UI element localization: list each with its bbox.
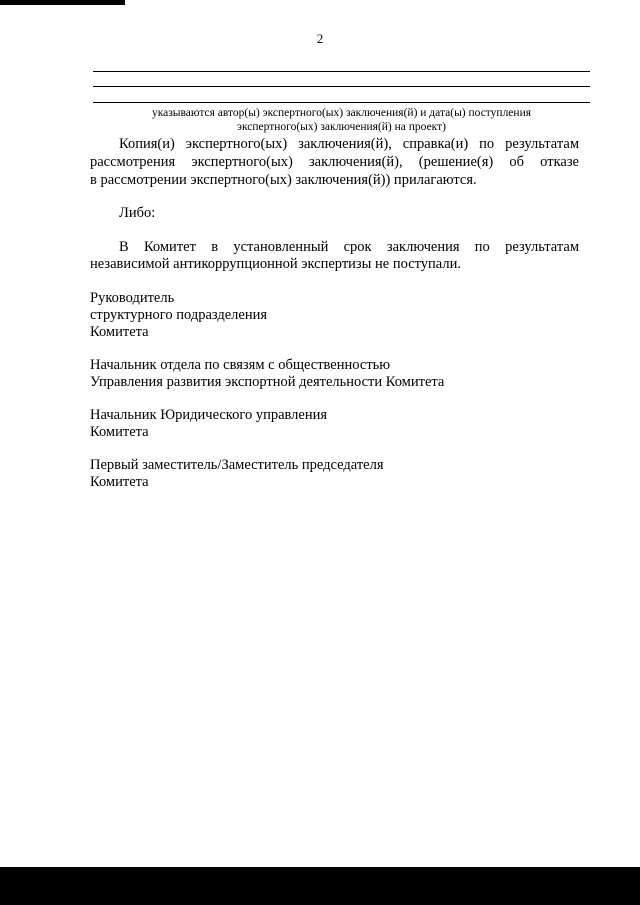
signature-title: структурного подразделения bbox=[90, 307, 268, 323]
signature-title: Комитета bbox=[90, 474, 149, 490]
paragraph-line: В Комитет в установленный срок заключения по результатам bbox=[119, 239, 579, 255]
signature-title: Управления развития экспортной деятельности Комитета bbox=[90, 374, 445, 390]
paragraph-line: в рассмотрении экспертного(ых) заключения(й)) прилагаются. bbox=[90, 172, 477, 188]
caption-line: указываются автор(ы) экспертного(ых) заключения(й) и дата(ы) поступления bbox=[151, 107, 532, 119]
scan-artifact-top bbox=[0, 0, 125, 5]
paragraph-line: рассмотрения экспертного(ых) заключения(й), (решение(я) об отказе bbox=[90, 154, 579, 170]
blank-line-3 bbox=[93, 102, 590, 103]
blank-line-1 bbox=[93, 71, 590, 72]
signature-title: Комитета bbox=[90, 324, 149, 340]
signature-title: Начальник отдела по связям с общественностью bbox=[90, 357, 391, 373]
paragraph-line: Копия(и) экспертного(ых) заключения(й), справка(и) по результатам bbox=[119, 136, 579, 152]
signature-title: Первый заместитель/Заместитель председателя bbox=[90, 457, 384, 473]
page-number: 2 bbox=[316, 31, 324, 46]
signature-title: Начальник Юридического управления bbox=[90, 407, 328, 423]
either-label: Либо: bbox=[119, 205, 156, 221]
signature-title: Комитета bbox=[90, 424, 149, 440]
blank-line-2 bbox=[93, 86, 590, 87]
scan-artifact-bottom bbox=[0, 867, 640, 905]
signature-title: Руководитель bbox=[90, 290, 175, 306]
paragraph-line: независимой антикоррупционной экспертизы не поступали. bbox=[90, 256, 461, 272]
caption-line: экспертного(ых) заключения(й) на проект) bbox=[237, 121, 446, 133]
